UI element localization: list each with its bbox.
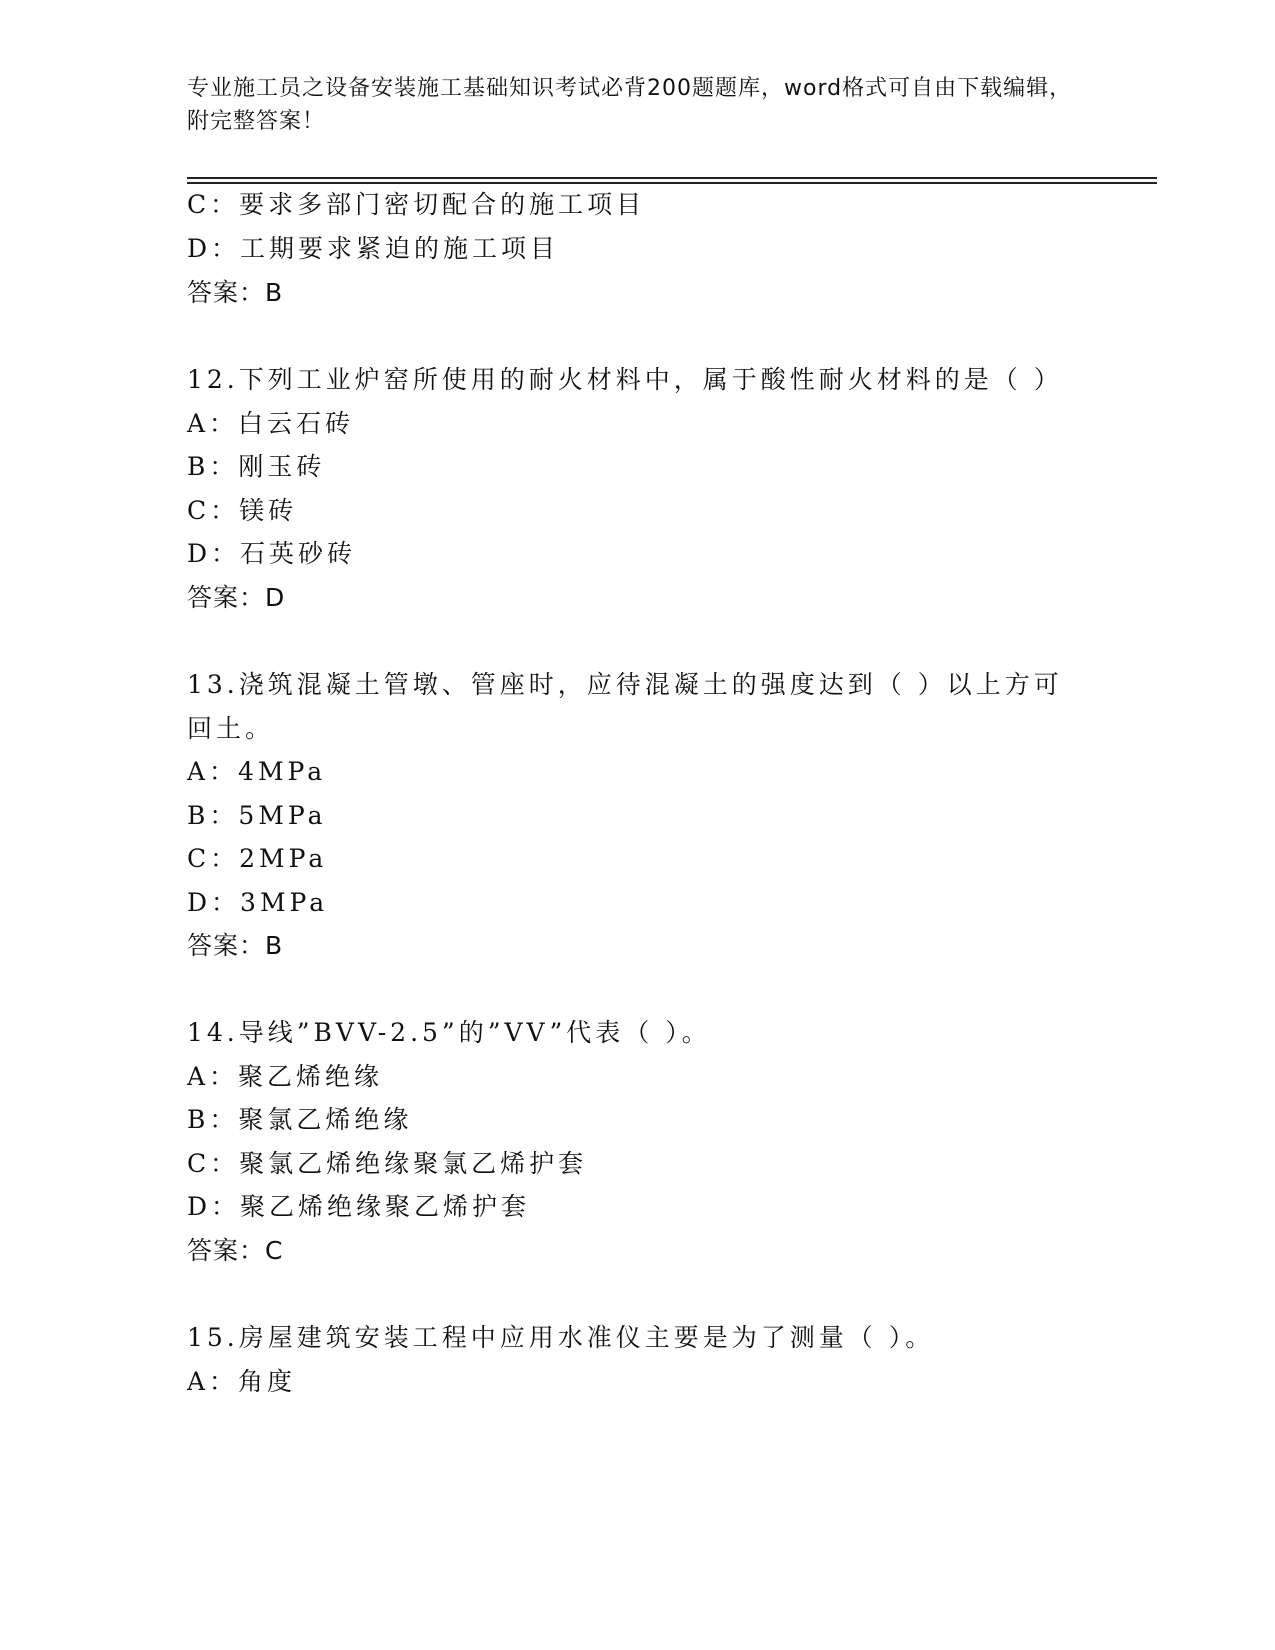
- q15-option-a: A：角度: [187, 1367, 297, 1396]
- header-divider-top: [187, 177, 1157, 179]
- q14-option-b: B：聚氯乙烯绝缘: [187, 1105, 413, 1134]
- header-divider-bottom: [187, 182, 1157, 184]
- q13-stem-line1: 13.浇筑混凝土管墩、管座时，应待混凝土的强度达到（ ）以上方可: [187, 670, 1063, 699]
- q14-stem: 14.导线”BVV-2.5”的”VV”代表（ ）。: [187, 1018, 711, 1047]
- q14-option-d: D：聚乙烯绝缘聚乙烯护套: [187, 1192, 531, 1221]
- prev-option-c: C：要求多部门密切配合的施工项目: [187, 190, 646, 219]
- q14-answer: 答案：C: [187, 1236, 284, 1265]
- q12-option-b: B：刚玉砖: [187, 452, 326, 481]
- q13-option-b: B：5MPa: [187, 801, 327, 830]
- q13-stem-line2: 回土。: [187, 714, 275, 743]
- q12-option-d: D：石英砂砖: [187, 539, 357, 568]
- q13-answer: 答案：B: [187, 931, 284, 960]
- q12-stem: 12.下列工业炉窑所使用的耐火材料中，属于酸性耐火材料的是（ ）: [187, 365, 1063, 394]
- document-header: 专业施工员之设备安装施工基础知识考试必背200题题库，word格式可自由下载编辑，附完整答案！: [187, 76, 1073, 134]
- q12-option-c: C：镁砖: [187, 496, 298, 525]
- q12-option-a: A：白云石砖: [187, 409, 355, 438]
- q13-option-a: A：4MPa: [187, 757, 327, 786]
- prev-option-d: D：工期要求紧迫的施工项目: [187, 234, 560, 263]
- q14-option-a: A：聚乙烯绝缘: [187, 1062, 384, 1091]
- prev-answer: 答案：B: [187, 278, 284, 307]
- q14-option-c: C：聚氯乙烯绝缘聚氯乙烯护套: [187, 1149, 588, 1178]
- q15-stem: 15.房屋建筑安装工程中应用水准仪主要是为了测量（ ）。: [187, 1323, 935, 1352]
- q13-option-d: D：3MPa: [187, 888, 329, 917]
- q13-option-c: C：2MPa: [187, 844, 328, 873]
- q12-answer: 答案：D: [187, 583, 286, 612]
